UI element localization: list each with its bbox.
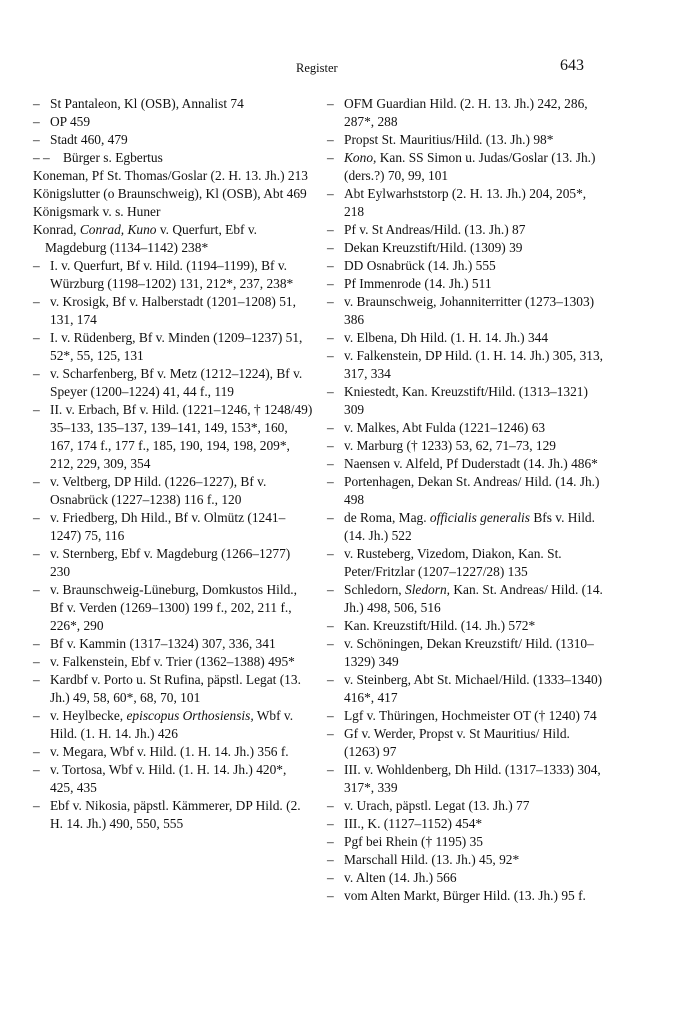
- entry-text: Bfs v. Hild. (14. Jh.) 522: [344, 510, 595, 543]
- entry-text: v. Urach, päpstl. Legat (13. Jh.) 77: [344, 798, 530, 813]
- entry-text: v. Falkenstein, DP Hild. (1. H. 14. Jh.) 305, 313, 317, 334: [344, 348, 603, 381]
- index-entry: [33, 221, 313, 257]
- entry-dash: –: [33, 744, 40, 759]
- entry-text: Wbf v. Hild. (1. H. 14. Jh.) 426: [50, 708, 294, 741]
- entry-dash: –: [327, 870, 334, 885]
- entry-text: v. Alten (14. Jh.) 566: [344, 870, 457, 885]
- index-entry: [33, 131, 313, 149]
- index-entry: [327, 131, 607, 149]
- entry-text: Pf v. St Andreas/Hild. (13. Jh.) 87: [344, 222, 526, 237]
- entry-text: Kan. St. Andreas/ Hild. (14. Jh.) 498, 506, 516: [344, 582, 603, 615]
- entry-dash: –: [327, 672, 334, 687]
- entry-text: v. Krosigk, Bf v. Halberstadt (1201–1208) 51, 131, 174: [50, 294, 296, 327]
- entry-dash: –: [33, 654, 40, 669]
- entry-dash: –: [33, 402, 40, 417]
- index-entry: [33, 653, 313, 671]
- index-entry: [327, 347, 607, 383]
- index-entry: [33, 203, 313, 221]
- entry-dash: –: [33, 366, 40, 381]
- entry-dash: –: [33, 672, 40, 687]
- entry-text: Kono,: [344, 150, 377, 165]
- entry-text: Portenhagen, Dekan St. Andreas/ Hild. (14. Jh.) 498: [344, 474, 600, 507]
- index-entry: [327, 725, 607, 761]
- index-entry: [327, 473, 607, 509]
- entry-dash: –: [327, 186, 334, 201]
- entry-text: v. Megara, Wbf v. Hild. (1. H. 14. Jh.) 356 f.: [50, 744, 289, 759]
- index-entry: [327, 383, 607, 419]
- entry-text: v. Querfurt, Ebf v. Magdeburg (1134–1142) 238*: [45, 222, 258, 255]
- page-number: 643: [560, 57, 584, 74]
- index-entry: [327, 275, 607, 293]
- index-entry: [327, 617, 607, 635]
- entry-text: officialis generalis: [429, 510, 530, 525]
- entry-dash: –: [327, 438, 334, 453]
- entry-dash: –: [327, 240, 334, 255]
- entry-text: Pgf bei Rhein († 1195) 35: [344, 834, 483, 849]
- index-entry: [327, 797, 607, 815]
- entry-dash: –: [33, 546, 40, 561]
- entry-dash: –: [327, 96, 334, 111]
- index-entry: [327, 635, 607, 671]
- entry-text: Bf v. Kammin (1317–1324) 307, 336, 341: [50, 636, 276, 651]
- entry-dash: –: [327, 636, 334, 651]
- entry-text: Abt Eylwarhststorp (2. H. 13. Jh.) 204, 205*, 218: [344, 186, 587, 219]
- entry-dash: –: [33, 582, 40, 597]
- entry-text: Pf Immenrode (14. Jh.) 511: [344, 276, 492, 291]
- entry-dash: –: [327, 258, 334, 273]
- entry-text: v. Friedberg, Dh Hild., Bf v. Olmütz (1241–1247) 75, 116: [50, 510, 286, 543]
- entry-text: episcopus Orthosiensis,: [126, 708, 254, 723]
- index-entry: [33, 545, 313, 581]
- index-entry: [33, 473, 313, 509]
- entry-text: v. Malkes, Abt Fulda (1221–1246) 63: [344, 420, 546, 435]
- index-entry: [327, 707, 607, 725]
- index-entry: [33, 167, 313, 185]
- index-entry: [33, 797, 313, 833]
- index-column-left: [33, 95, 313, 833]
- page-header: [0, 57, 700, 81]
- entry-text: v. Steinberg, Abt St. Michael/Hild. (1333–1340) 416*, 417: [344, 672, 603, 705]
- entry-dash: –: [327, 474, 334, 489]
- entry-text: II. v. Erbach, Bf v. Hild. (1221–1246, † 1248/49) 35–133, 135–137, 139–141, 149, 153*, 160, 167, 174 f., 177 f., 185, 190, 194, 198, 209*, 212, 229, 309, 354: [50, 402, 313, 471]
- index-entry: [327, 851, 607, 869]
- entry-dash: –: [33, 96, 40, 111]
- entry-dash: –: [327, 726, 334, 741]
- index-entry: [327, 887, 607, 905]
- entry-text: v. Rusteberg, Vizedom, Diakon, Kan. St. Peter/Fritzlar (1207–1227/28) 135: [344, 546, 562, 579]
- entry-dash: –: [33, 294, 40, 309]
- entry-text: Kan. SS Simon u. Judas/Goslar (13. Jh.) (ders.?) 70, 99, 101: [344, 150, 596, 183]
- entry-text: v. Sternberg, Ebf v. Magdeburg (1266–1277) 230: [50, 546, 291, 579]
- entry-text: DD Osnabrück (14. Jh.) 555: [344, 258, 496, 273]
- index-entry: [327, 815, 607, 833]
- entry-text: Conrad, Kuno: [79, 222, 157, 237]
- entry-dash: –: [33, 132, 40, 147]
- entry-text: v. Braunschweig-Lüneburg, Domkustos Hild., Bf v. Verden (1269–1300) 199 f., 202, 211 f., 226*, 290: [50, 582, 297, 633]
- entry-text: Gf v. Werder, Propst v. St Mauritius/ Hild. (1263) 97: [344, 726, 570, 759]
- entry-text: v. Heylbecke,: [50, 708, 127, 723]
- entry-dash: –: [33, 708, 40, 723]
- index-entry: [33, 149, 313, 167]
- index-entry: [33, 401, 313, 473]
- index-column-right: [327, 95, 607, 905]
- index-entry: [327, 329, 607, 347]
- entry-dash: –: [33, 636, 40, 651]
- index-entry: [327, 761, 607, 797]
- entry-text: I. v. Rüdenberg, Bf v. Minden (1209–1237) 51, 52*, 55, 125, 131: [50, 330, 303, 363]
- entry-dash: –: [327, 546, 334, 561]
- entry-dash: –: [327, 456, 334, 471]
- entry-dash: –: [327, 510, 334, 525]
- index-entry: [327, 869, 607, 887]
- entry-dash: –: [327, 222, 334, 237]
- entry-text: Konrad,: [33, 222, 80, 237]
- index-entry: [33, 581, 313, 635]
- index-entry: [327, 257, 607, 275]
- index-entry: [33, 671, 313, 707]
- entry-dash: –: [33, 762, 40, 777]
- entry-text: Königslutter (o Braunschweig), Kl (OSB), Abt 469: [33, 186, 307, 201]
- entry-dash: –: [33, 798, 40, 813]
- entry-dash: –: [33, 510, 40, 525]
- index-entry: [33, 509, 313, 545]
- index-entry: [33, 329, 313, 365]
- entry-text: v. Veltberg, DP Hild. (1226–1227), Bf v. Osnabrück (1227–1238) 116 f., 120: [50, 474, 267, 507]
- index-entry: [327, 149, 607, 185]
- index-entry: [327, 671, 607, 707]
- entry-dash: –: [33, 330, 40, 345]
- index-entry: [33, 761, 313, 797]
- entry-text: v. Falkenstein, Ebf v. Trier (1362–1388) 495*: [50, 654, 295, 669]
- entry-text: Dekan Kreuzstift/Hild. (1309) 39: [344, 240, 523, 255]
- entry-text: v. Scharfenberg, Bf v. Metz (1212–1224), Bf v. Speyer (1200–1224) 41, 44 f., 119: [50, 366, 303, 399]
- index-entry: [33, 113, 313, 131]
- index-entry: [327, 509, 607, 545]
- entry-dash: –: [327, 276, 334, 291]
- index-entry: [327, 185, 607, 221]
- index-entry: [327, 419, 607, 437]
- entry-dash: –: [327, 708, 334, 723]
- entry-text: Kniestedt, Kan. Kreuzstift/Hild. (1313–1321) 309: [344, 384, 588, 417]
- entry-text: v. Tortosa, Wbf v. Hild. (1. H. 14. Jh.) 420*, 425, 435: [50, 762, 287, 795]
- index-entry: [33, 365, 313, 401]
- entry-text: v. Marburg († 1233) 53, 62, 71–73, 129: [344, 438, 557, 453]
- index-entry: [327, 545, 607, 581]
- entry-dash: –: [327, 618, 334, 633]
- entry-text: OP 459: [50, 114, 91, 129]
- entry-dash: –: [327, 582, 334, 597]
- entry-text: Lgf v. Thüringen, Hochmeister OT († 1240) 74: [344, 708, 597, 723]
- entry-text: Sledorn,: [405, 582, 451, 597]
- entry-text: Propst St. Mauritius/Hild. (13. Jh.) 98*: [344, 132, 554, 147]
- entry-text: v. Schöningen, Dekan Kreuzstift/ Hild. (1310–1329) 349: [344, 636, 594, 669]
- entry-dash: –: [327, 816, 334, 831]
- entry-dash: –: [327, 330, 334, 345]
- entry-dash: –: [327, 798, 334, 813]
- entry-dash: –: [327, 762, 334, 777]
- running-title: Register: [296, 61, 338, 75]
- entry-text: v. Braunschweig, Johanniterritter (1273–1303) 386: [344, 294, 595, 327]
- entry-text: Marschall Hild. (13. Jh.) 45, 92*: [344, 852, 520, 867]
- index-entry: [33, 635, 313, 653]
- entry-dash: –: [33, 258, 40, 273]
- index-entry: [327, 581, 607, 617]
- entry-dash: –: [327, 348, 334, 363]
- entry-dash: –: [327, 420, 334, 435]
- entry-text: Königsmark v. s. Huner: [33, 204, 161, 219]
- entry-text: de Roma, Mag.: [344, 510, 430, 525]
- entry-text: St Pantaleon, Kl (OSB), Annalist 74: [50, 96, 244, 111]
- entry-dash: –: [33, 114, 40, 129]
- entry-text: Koneman, Pf St. Thomas/Goslar (2. H. 13. Jh.) 213: [33, 168, 308, 183]
- index-entry: [327, 455, 607, 473]
- entry-text: Stadt 460, 479: [50, 132, 128, 147]
- entry-double-dash: – –: [33, 150, 50, 165]
- entry-dash: –: [327, 132, 334, 147]
- entry-text: III., K. (1127–1152) 454*: [344, 816, 483, 831]
- index-entry: [33, 707, 313, 743]
- entry-dash: –: [327, 150, 334, 165]
- entry-text: vom Alten Markt, Bürger Hild. (13. Jh.) 95 f.: [344, 888, 586, 903]
- index-entry: [327, 95, 607, 131]
- index-entry: [327, 833, 607, 851]
- entry-dash: –: [33, 474, 40, 489]
- entry-text: Bürger s. Egbertus: [63, 150, 163, 165]
- entry-text: Ebf v. Nikosia, päpstl. Kämmerer, DP Hild. (2. H. 14. Jh.) 490, 550, 555: [50, 798, 301, 831]
- entry-dash: –: [327, 852, 334, 867]
- entry-text: Kardbf v. Porto u. St Rufina, päpstl. Legat (13. Jh.) 49, 58, 60*, 68, 70, 101: [50, 672, 301, 705]
- index-entry: [33, 257, 313, 293]
- index-entry: [33, 743, 313, 761]
- entry-text: Kan. Kreuzstift/Hild. (14. Jh.) 572*: [344, 618, 536, 633]
- entry-text: OFM Guardian Hild. (2. H. 13. Jh.) 242, 286, 287*, 288: [344, 96, 588, 129]
- entry-dash: –: [327, 888, 334, 903]
- index-entry: [327, 239, 607, 257]
- entry-dash: –: [327, 834, 334, 849]
- entry-text: I. v. Querfurt, Bf v. Hild. (1194–1199), Bf v. Würzburg (1198–1202) 131, 212*, 237, 238*: [50, 258, 294, 291]
- entry-text: Schledorn,: [344, 582, 405, 597]
- entry-text: v. Elbena, Dh Hild. (1. H. 14. Jh.) 344: [344, 330, 549, 345]
- entry-dash: –: [327, 294, 334, 309]
- entry-text: III. v. Wohldenberg, Dh Hild. (1317–1333) 304, 317*, 339: [344, 762, 601, 795]
- index-entry: [327, 437, 607, 455]
- index-entry: [327, 221, 607, 239]
- index-entry: [33, 293, 313, 329]
- entry-dash: –: [327, 384, 334, 399]
- index-entry: [33, 185, 313, 203]
- entry-text: Naensen v. Alfeld, Pf Duderstadt (14. Jh.) 486*: [344, 456, 598, 471]
- index-entry: [327, 293, 607, 329]
- index-entry: [33, 95, 313, 113]
